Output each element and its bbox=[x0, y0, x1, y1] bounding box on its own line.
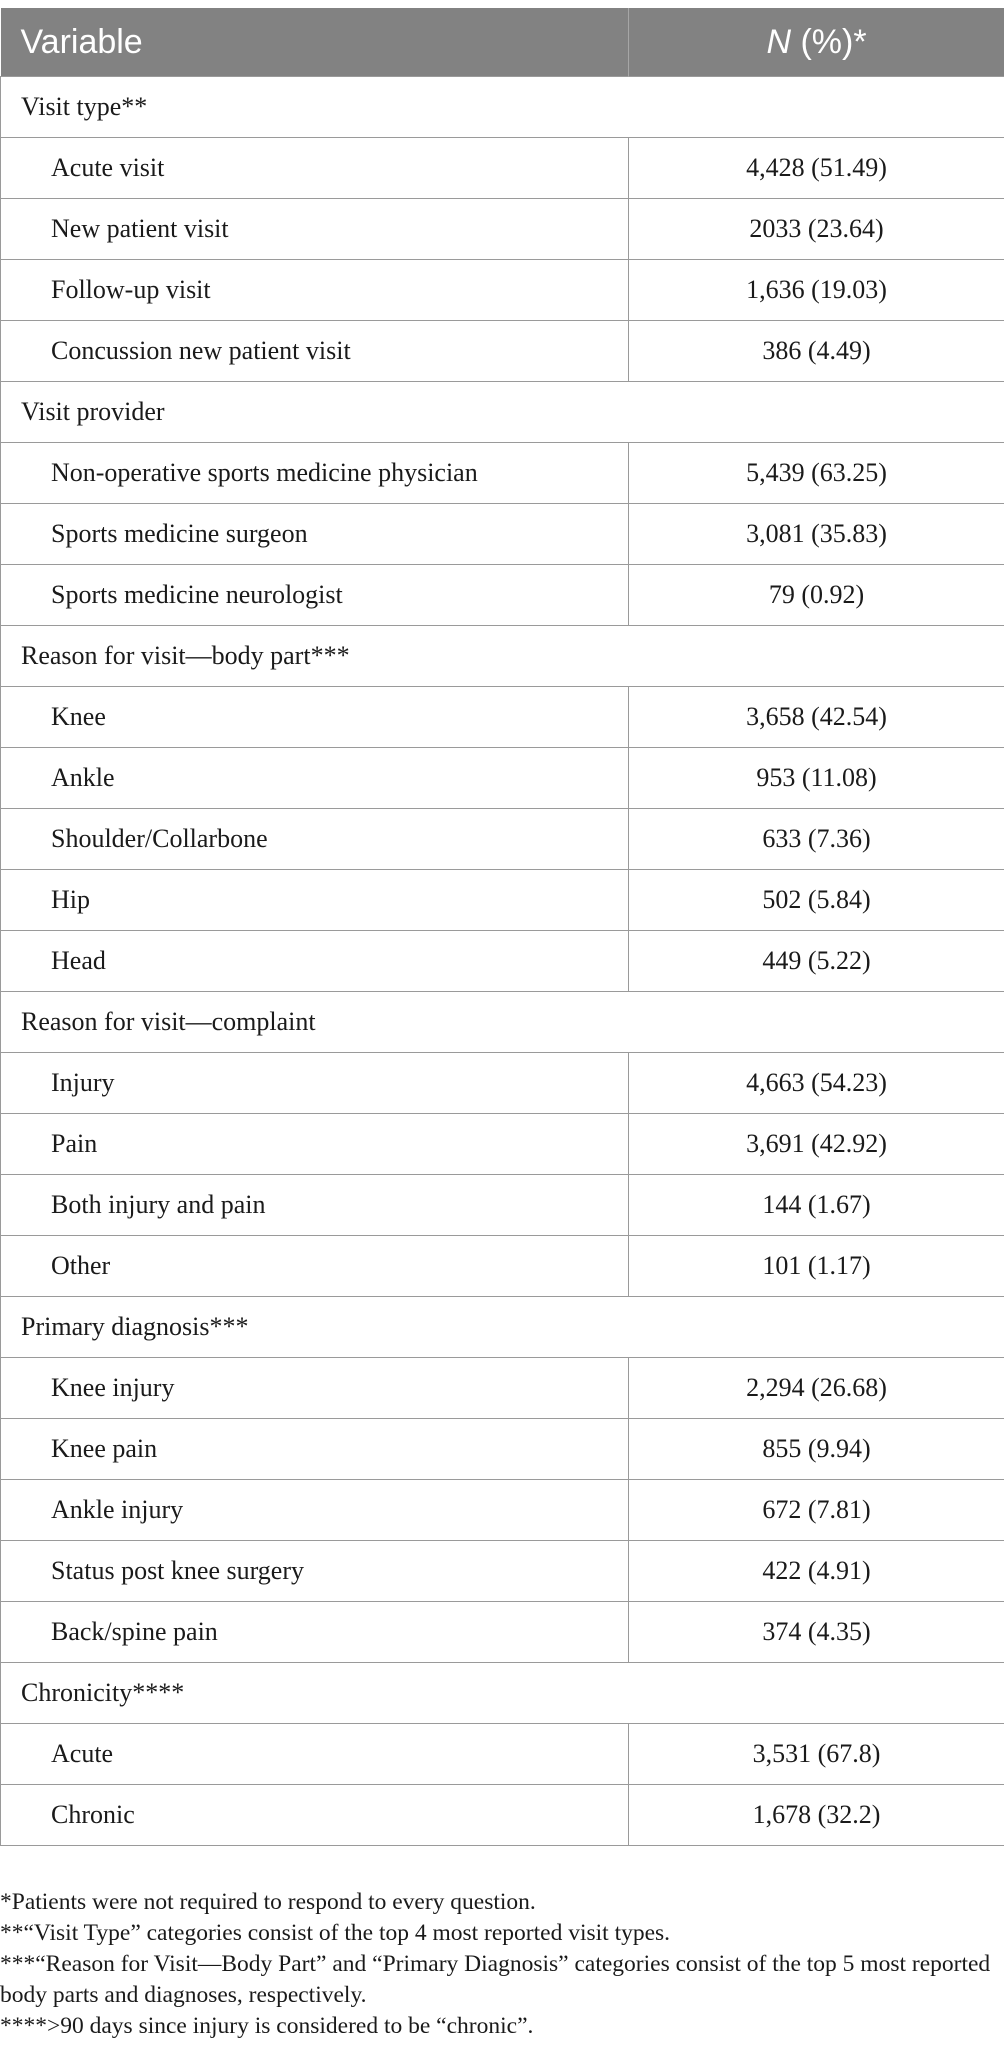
row-label: Head bbox=[1, 931, 629, 992]
row-value: 2033 (23.64) bbox=[629, 199, 1004, 260]
row-value: 672 (7.81) bbox=[629, 1480, 1004, 1541]
footnote: ****>90 days since injury is considered to be “chronic”. bbox=[0, 2013, 534, 2039]
row-value: 5,439 (63.25) bbox=[629, 443, 1004, 504]
group-title: Visit type** bbox=[1, 77, 1004, 138]
row-label: Sports medicine surgeon bbox=[1, 504, 629, 565]
header-variable: Variable bbox=[1, 8, 629, 77]
table-row bbox=[1, 504, 1004, 565]
row-value: 101 (1.17) bbox=[629, 1236, 1004, 1297]
row-label: New patient visit bbox=[1, 199, 629, 260]
data-table bbox=[0, 8, 1004, 1846]
table-row bbox=[1, 1785, 1004, 1846]
row-label: Hip bbox=[1, 870, 629, 931]
row-label: Shoulder/Collarbone bbox=[1, 809, 629, 870]
row-label: Acute visit bbox=[1, 138, 629, 199]
row-value: 3,531 (67.8) bbox=[629, 1724, 1004, 1785]
row-label: Back/spine pain bbox=[1, 1602, 629, 1663]
row-value: 855 (9.94) bbox=[629, 1419, 1004, 1480]
row-value: 144 (1.67) bbox=[629, 1175, 1004, 1236]
group-title: Reason for visit—complaint bbox=[1, 992, 1004, 1053]
footnotes bbox=[0, 1887, 1000, 2042]
table-body bbox=[1, 77, 1004, 1846]
row-value: 3,658 (42.54) bbox=[629, 687, 1004, 748]
row-value: 422 (4.91) bbox=[629, 1541, 1004, 1602]
table-row bbox=[1, 1480, 1004, 1541]
row-label: Sports medicine neurologist bbox=[1, 565, 629, 626]
table-row bbox=[1, 687, 1004, 748]
row-value: 2,294 (26.68) bbox=[629, 1358, 1004, 1419]
table-row bbox=[1, 1358, 1004, 1419]
table-row bbox=[1, 1114, 1004, 1175]
row-value: 3,691 (42.92) bbox=[629, 1114, 1004, 1175]
row-value: 1,678 (32.2) bbox=[629, 1785, 1004, 1846]
footnote: ***“Reason for Visit—Body Part” and “Primary Diagnosis” categories consist of the top 5 most reported body parts and diagnoses, respectively. bbox=[0, 1951, 991, 2008]
group-title: Reason for visit—body part*** bbox=[1, 626, 1004, 687]
group-row bbox=[1, 382, 1004, 443]
row-label: Knee bbox=[1, 687, 629, 748]
row-value: 3,081 (35.83) bbox=[629, 504, 1004, 565]
table-row bbox=[1, 1175, 1004, 1236]
row-value: 1,636 (19.03) bbox=[629, 260, 1004, 321]
row-label: Acute bbox=[1, 1724, 629, 1785]
row-label: Pain bbox=[1, 1114, 629, 1175]
group-row bbox=[1, 626, 1004, 687]
group-row bbox=[1, 77, 1004, 138]
row-label: Knee injury bbox=[1, 1358, 629, 1419]
row-value: 386 (4.49) bbox=[629, 321, 1004, 382]
table-row bbox=[1, 321, 1004, 382]
table-row bbox=[1, 260, 1004, 321]
table-row bbox=[1, 199, 1004, 260]
row-label: Non-operative sports medicine physician bbox=[1, 443, 629, 504]
row-label: Concussion new patient visit bbox=[1, 321, 629, 382]
row-value: 449 (5.22) bbox=[629, 931, 1004, 992]
row-label: Knee pain bbox=[1, 1419, 629, 1480]
table-row bbox=[1, 565, 1004, 626]
group-row bbox=[1, 992, 1004, 1053]
group-row bbox=[1, 1297, 1004, 1358]
row-value: 79 (0.92) bbox=[629, 565, 1004, 626]
row-label: Both injury and pain bbox=[1, 1175, 629, 1236]
header-n: N bbox=[766, 22, 791, 61]
footnote: *Patients were not required to respond to every question. bbox=[0, 1889, 536, 1915]
table-row bbox=[1, 443, 1004, 504]
row-value: 4,663 (54.23) bbox=[629, 1053, 1004, 1114]
row-label: Ankle bbox=[1, 748, 629, 809]
row-label: Other bbox=[1, 1236, 629, 1297]
row-value: 4,428 (51.49) bbox=[629, 138, 1004, 199]
table-row bbox=[1, 870, 1004, 931]
group-title: Visit provider bbox=[1, 382, 1004, 443]
table-row bbox=[1, 1541, 1004, 1602]
table-row bbox=[1, 1724, 1004, 1785]
footnote: **“Visit Type” categories consist of the top 4 most reported visit types. bbox=[0, 1920, 671, 1946]
row-value: 374 (4.35) bbox=[629, 1602, 1004, 1663]
row-label: Status post knee surgery bbox=[1, 1541, 629, 1602]
header-percent: (%)* bbox=[791, 22, 867, 61]
row-value: 953 (11.08) bbox=[629, 748, 1004, 809]
group-title: Primary diagnosis*** bbox=[1, 1297, 1004, 1358]
table-row bbox=[1, 809, 1004, 870]
row-label: Ankle injury bbox=[1, 1480, 629, 1541]
row-value: 502 (5.84) bbox=[629, 870, 1004, 931]
row-label: Chronic bbox=[1, 1785, 629, 1846]
table-row bbox=[1, 931, 1004, 992]
group-title: Chronicity**** bbox=[1, 1663, 1004, 1724]
row-value: 633 (7.36) bbox=[629, 809, 1004, 870]
table-row bbox=[1, 1236, 1004, 1297]
table-row bbox=[1, 138, 1004, 199]
row-label: Follow-up visit bbox=[1, 260, 629, 321]
table-row bbox=[1, 1419, 1004, 1480]
table-row bbox=[1, 1602, 1004, 1663]
header-n-percent bbox=[629, 8, 1004, 77]
table-row bbox=[1, 1053, 1004, 1114]
table-row bbox=[1, 748, 1004, 809]
header-row bbox=[1, 8, 1004, 77]
row-label: Injury bbox=[1, 1053, 629, 1114]
group-row bbox=[1, 1663, 1004, 1724]
